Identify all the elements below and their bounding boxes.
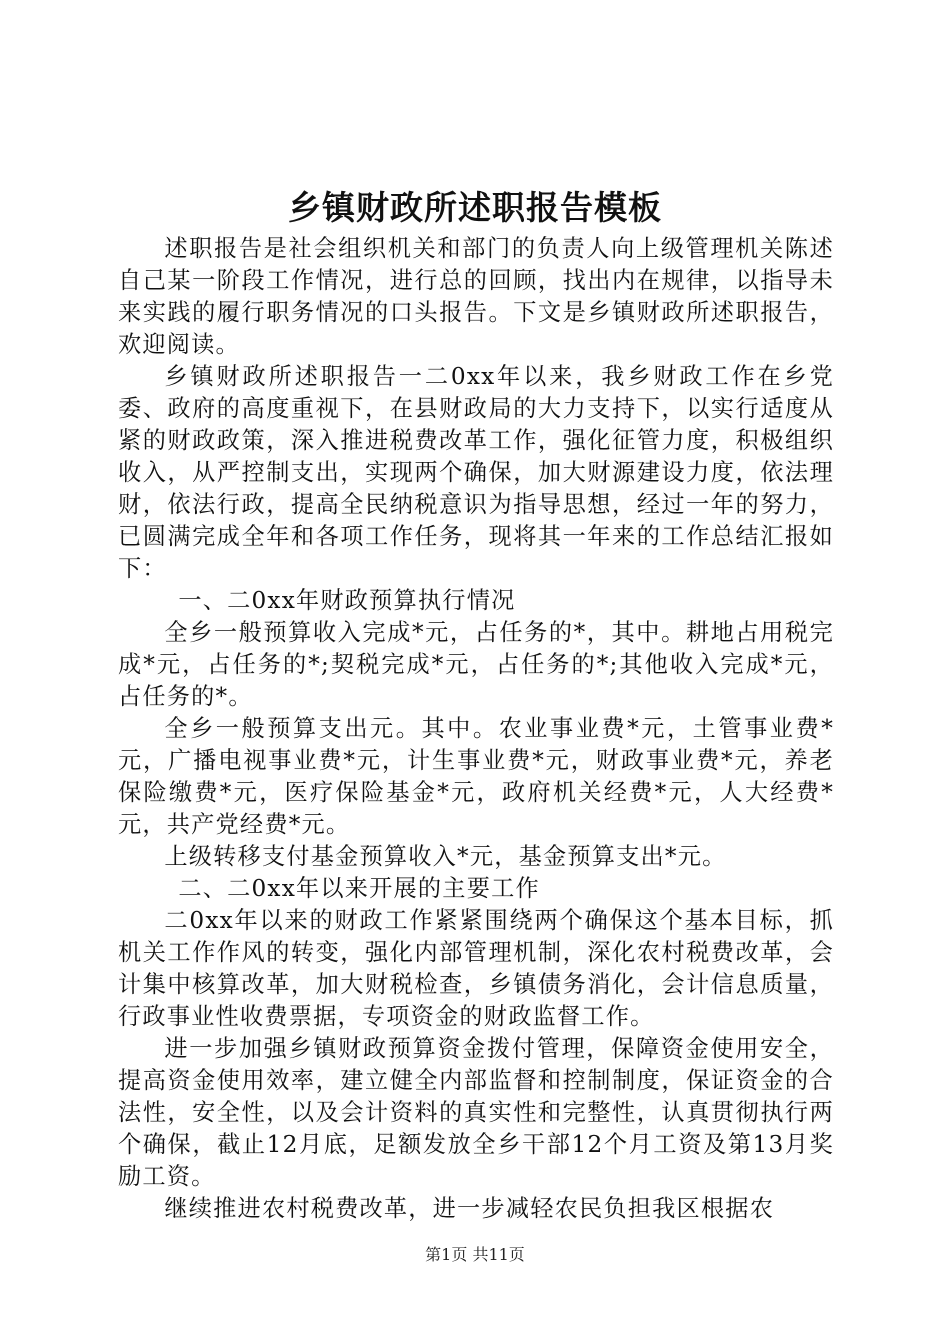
section-heading-1: 一、二0xx年财政预算执行情况 [178,587,516,614]
paragraph-main-work: 二0xx年以来的财政工作紧紧围绕两个确保这个基本目标，抓机关工作作风的转变，强化内部管理机制，深化农村税费改革，会计集中核算改革，加大财税检查，乡镇债务消化，会计信息质量，行政事业性收费票据，专项资金的财政监督工作。 [118,907,834,1030]
document-body [118,233,834,1225]
page-number-footer: 第1页 共11页 [425,1245,525,1264]
paragraph-tax-reform: 继续推进农村税费改革，进一步减轻农民负担我区根据农 [164,1195,775,1222]
section-heading-2: 二、二0xx年以来开展的主要工作 [178,875,540,902]
paragraph-fund-management: 进一步加强乡镇财政预算资金拨付管理，保障资金使用安全，提高资金使用效率，建立健全内部监督和控制制度，保证资金的合法性，安全性，以及会计资料的真实性和完整性，认真贯彻执行两个确保，截止12月底，足额发放全乡干部12个月工资及第13月奖励工资。 [118,1035,834,1190]
paragraph-intro: 述职报告是社会组织机关和部门的负责人向上级管理机关陈述自己某一阶段工作情况，进行总的回顾，找出内在规律，以指导未来实践的履行职务情况的口头报告。下文是乡镇财政所述职报告，欢迎阅读。 [118,235,834,358]
paragraph-revenue: 全乡一般预算收入完成*元，占任务的*，其中。耕地占用税完成*元，占任务的*;契税完成*元，占任务的*;其他收入完成*元，占任务的*。 [118,619,834,710]
paragraph-expenditure: 全乡一般预算支出元。其中。农业事业费*元，土管事业费*元，广播电视事业费*元，计生事业费*元，财政事业费*元，养老保险缴费*元，医疗保险基金*元，政府机关经费*元，人大经费*元，共产党经费*元。 [118,715,834,838]
document-title: 乡镇财政所述职报告模板 [288,188,662,227]
paragraph-transfer: 上级转移支付基金预算收入*元，基金预算支出*元。 [164,843,727,870]
paragraph-overview: 乡镇财政所述职报告一二0xx年以来，我乡财政工作在乡党委、政府的高度重视下，在县财政局的大力支持下，以实行适度从紧的财政政策，深入推进税费改革工作，强化征管力度，积极组织收入，从严控制支出，实现两个确保，加大财源建设力度，依法理财，依法行政，提高全民纳税意识为指导思想，经过一年的努力，已圆满完成全年和各项工作任务，现将其一年来的工作总结汇报如下： [118,363,834,582]
